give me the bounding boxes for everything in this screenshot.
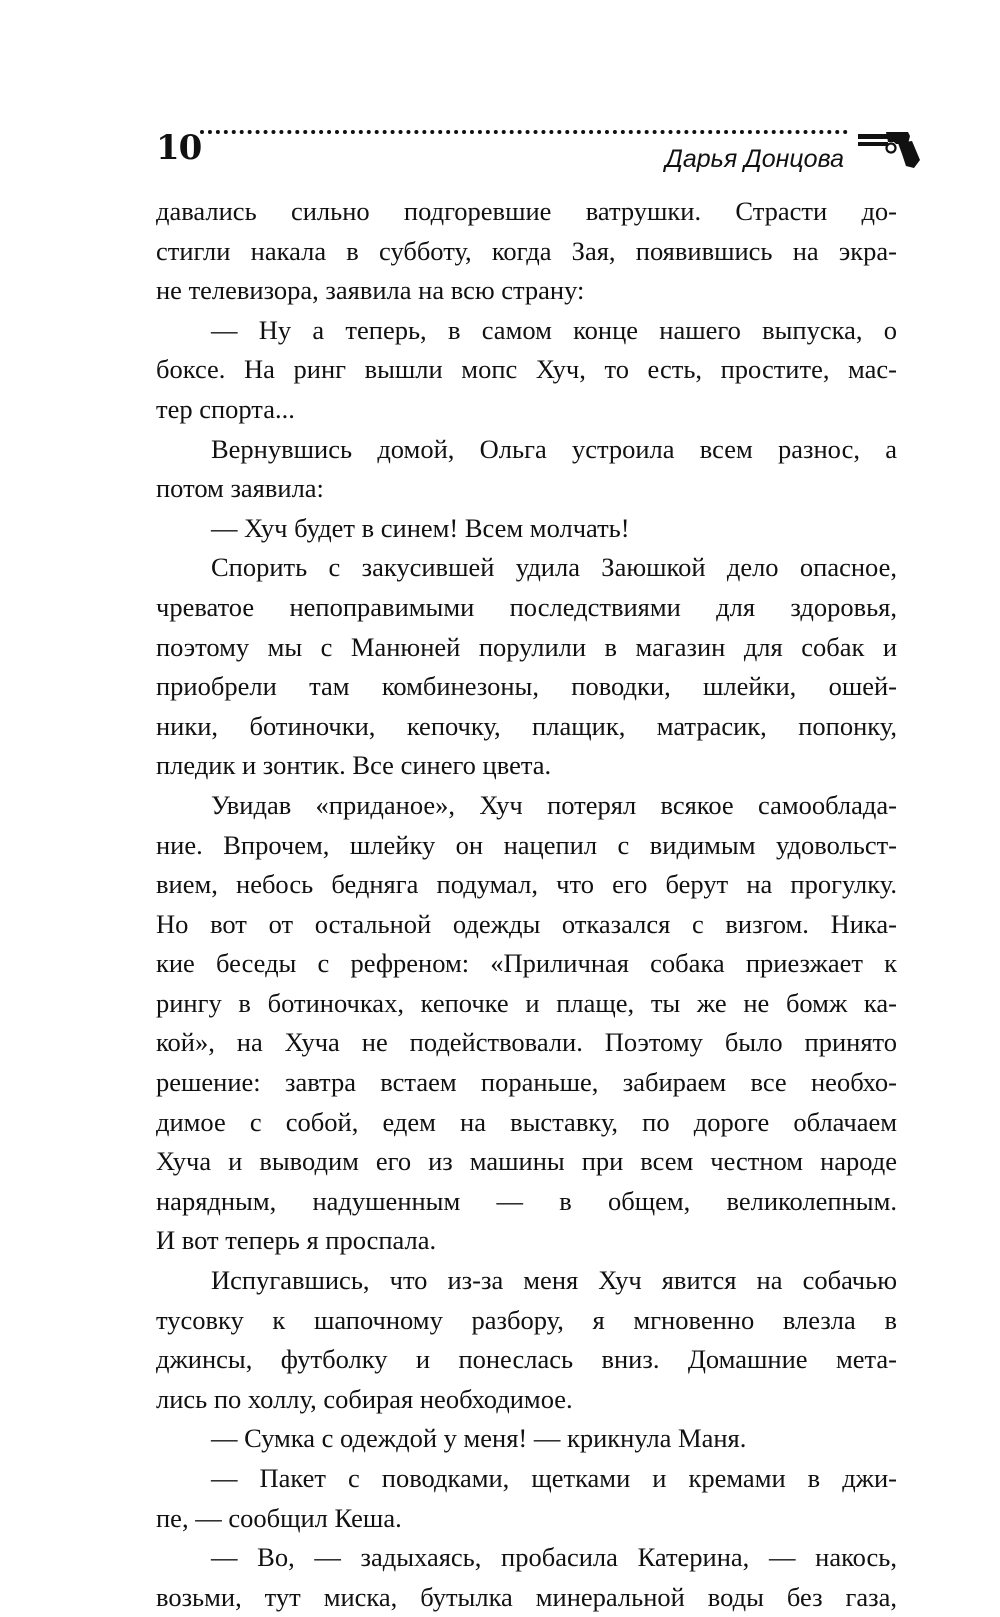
pistol-icon — [858, 130, 922, 174]
text-line: джинсы, футболку и понеслась вниз. Домашние мета- — [156, 1344, 897, 1375]
text-line: чреватое непоправимыми последствиями для здоровья, — [156, 591, 897, 622]
text-line: ние. Впрочем, шлейку он нацепил с видимым удовольст- — [156, 829, 897, 860]
text-line: пледик и зонтик. Все синего цвета. — [156, 750, 552, 781]
text-line: — Пакет с поводками, щетками и кремами в джи- — [211, 1463, 897, 1493]
text-line: поэтому мы с Манюней порулили в магазин для собак и — [156, 631, 897, 662]
text-line: кие беседы с рефреном: «Приличная собака приезжает к — [156, 948, 897, 979]
text-line: нарядным, надушенным — в общем, великолепным. — [156, 1185, 897, 1216]
text-line: — Сумка с одеждой у меня! — крикнула Маня. — [211, 1423, 747, 1454]
text-line: ники, ботиночки, кепочку, плащик, матрасик, попонку, — [156, 710, 897, 741]
text-line: решение: завтра встаем пораньше, забираем все необхо- — [156, 1067, 897, 1098]
text-line: — Ну а теперь, в самом конце нашего выпуска, о — [211, 314, 897, 345]
text-line: И вот теперь я проспала. — [156, 1225, 437, 1256]
text-line: стигли накала в субботу, когда Зая, появившись на экра- — [156, 235, 897, 266]
text-line: — Во, — задыхаясь, пробасила Катерина, — накось, — [211, 1542, 897, 1573]
text-line: боксе. На ринг вышли мопс Хуч, то есть, простите, мас- — [156, 354, 897, 385]
text-line: тер спорта... — [156, 393, 295, 424]
text-line: кой», на Хуча не подействовали. Поэтому было принято — [156, 1027, 897, 1058]
text-line: вием, небось бедняга подумал, что его берут на прогулку. — [156, 869, 897, 900]
text-line: тусовку к шапочному разбору, я мгновенно влезла в — [156, 1304, 897, 1335]
text-line: пе, — сообщил Кеша. — [156, 1502, 402, 1533]
text-line: давались сильно подгоревшие ватрушки. Страсти до- — [156, 196, 897, 226]
text-line: рингу в ботиночках, кепочке и плаще, ты же не бомж ка- — [156, 987, 897, 1018]
text-line: не телевизора, заявила на всю страну: — [156, 275, 585, 306]
text-line: возьми, тут миска, бутылка минеральной воды без газа, — [156, 1581, 897, 1612]
author-name: Дарья Донцова — [665, 145, 844, 173]
text-line: лись по холлу, собирая необходимое. — [156, 1383, 573, 1414]
text-line: димое с собой, едем на выставку, по дороге облачаем — [156, 1106, 897, 1137]
text-line: Вернувшись домой, Ольга устроила всем разнос, а — [211, 433, 897, 464]
text-line: Спорить с закусившей удила Заюшкой дело опасное, — [211, 552, 897, 583]
text-line: Но вот от остальной одежды отказался с визгом. Ника- — [156, 908, 897, 939]
text-line: — Хуч будет в синем! Всем молчать! — [211, 512, 630, 543]
text-line: Хуча и выводим его из машины при всем честном народе — [156, 1146, 897, 1177]
text-line: потом заявила: — [156, 473, 324, 504]
running-header — [156, 118, 922, 178]
page-number: 10 — [156, 128, 202, 168]
text-line: приобрели там комбинезоны, поводки, шлейки, ошей- — [156, 671, 897, 702]
body-text — [156, 192, 897, 1617]
dotted-rule — [200, 130, 848, 134]
text-line: Увидав «приданое», Хуч потерял всякое самооблада- — [211, 789, 897, 820]
text-line: Испугавшись, что из-за меня Хуч явится на собачью — [211, 1265, 897, 1296]
